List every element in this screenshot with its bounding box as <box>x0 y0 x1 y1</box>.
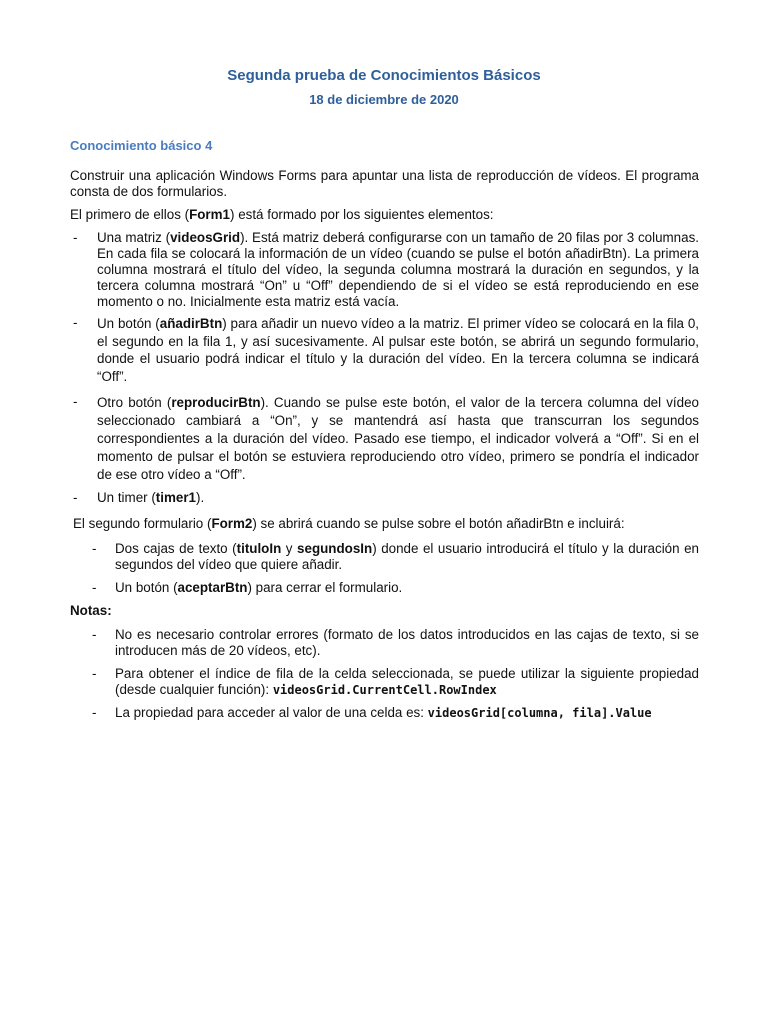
document-date: 18 de diciembre de 2020 <box>309 92 459 107</box>
intro-paragraph: Construir una aplicación Windows Forms para apuntar una lista de reproducción de vídeos. El programa consta de dos formularios. <box>70 168 699 199</box>
list-bullet: - <box>73 315 78 330</box>
document-title: Segunda prueba de Conocimientos Básicos <box>227 67 541 84</box>
list-bullet: - <box>73 394 78 409</box>
list-bullet: - <box>92 627 97 642</box>
form2-intro: El segundo formulario (Form2) se abrirá cuando se pulse sobre el botón añadirBtn e incluirá: <box>73 516 625 531</box>
list-item-text: Un botón (aceptarBtn) para cerrar el formulario. <box>115 580 403 595</box>
note-text: No es necesario controlar errores (formato de los datos introducidos en las cajas de texto, si se introducen más de 20 vídeos, etc). <box>115 627 699 658</box>
list-bullet: - <box>73 230 78 245</box>
list-item-text: Un botón (añadirBtn) para añadir un nuevo vídeo a la matriz. El primer vídeo se colocará en la fila 0, el segundo en la fila 1, y así sucesivamente. Al pulsar este botón, se abrirá un segundo formulario, donde el usuario podrá indicar el título y la duración del vídeo. En la tercera columna se indicará “Off”. <box>97 316 699 384</box>
section-heading: Conocimiento básico 4 <box>70 138 213 153</box>
list-bullet: - <box>92 705 97 720</box>
list-bullet: - <box>92 580 97 595</box>
form1-intro: El primero de ellos (Form1) está formado por los siguientes elementos: <box>70 207 494 222</box>
list-bullet: - <box>73 490 78 505</box>
list-bullet: - <box>92 541 97 556</box>
notes-heading: Notas: <box>70 603 112 618</box>
list-item-text: Una matriz (videosGrid). Está matriz deberá configurarse con un tamaño de 20 filas por 3 columnas. En cada fila se colocará la información de un vídeo (cuando se pulse el botón añadirBtn). La primera columna mostrará el título del vídeo, la segunda columna mostrará la duración en segundos, y la tercera columna mostrará “On” u “Off” dependiendo de si el vídeo se está reproduciendo en ese momento o no. Inicialmente esta matriz está vacía. <box>97 230 699 309</box>
list-item-text: Otro botón (reproducirBtn). Cuando se pulse este botón, el valor de la tercera columna del vídeo seleccionado cambiará a “On”, y se mantendrá así hasta que transcurran los segundos correspondientes a la duración del vídeo. Pasado ese tiempo, el indicador volverá a “Off”. Si en el momento de pulsar el botón se estuviera reproduciendo otro vídeo, primero se pondría el indicador de ese otro vídeo a “Off”. <box>97 395 699 482</box>
note-text: La propiedad para acceder al valor de una celda es: videosGrid[columna, fila].Value <box>115 705 652 720</box>
code-snippet: videosGrid.CurrentCell.RowIndex <box>272 683 497 697</box>
list-item-text: Dos cajas de texto (tituloIn y segundosIn) donde el usuario introducirá el título y la duración en segundos del vídeo que quiere añadir. <box>115 541 700 572</box>
code-snippet: videosGrid[columna, fila].Value <box>427 706 652 720</box>
list-bullet: - <box>92 666 97 681</box>
note-text: Para obtener el índice de fila de la celda seleccionada, se puede utilizar la siguiente propiedad (desde cualquier función): videosGrid.CurrentCell.RowIndex <box>115 666 699 697</box>
list-item-text: Un timer (timer1). <box>97 490 205 505</box>
